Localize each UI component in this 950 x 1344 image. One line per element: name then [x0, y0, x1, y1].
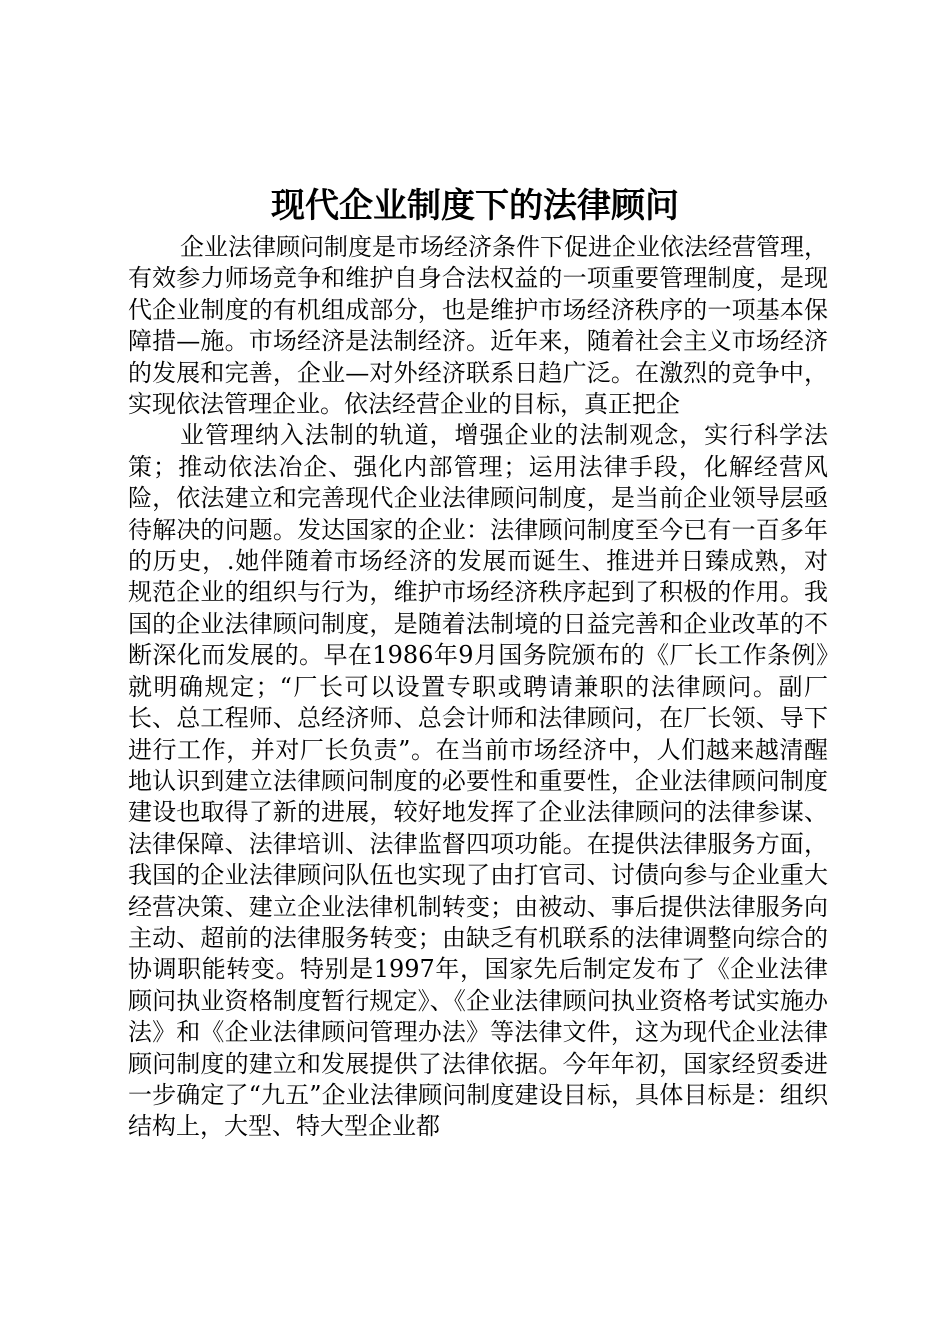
document-body [128, 232, 828, 1143]
document-title: 现代企业制度下的法律顾问 [271, 186, 679, 226]
paragraph-2: 业管理纳入法制的轨道，增强企业的法制观念，实行科学法策；推动依法冶企、强化内部管理；运用法律手段，化解经营风险，依法建立和完善现代企业法律顾问制度，是当前企业领导层亟待解决的问题。发达国家的企业：法律顾问制度至今已有一百多年的历史，.她伴随着市场经济的发展而诞生、推进并日臻成熟，对规范企业的组织与行为，维护市场经济秩序起到了积极的作用。我国的企业法律顾问制度，是随着法制境的日益完善和企业改革的不断深化而发展的。早在1986年9月国务院颁布的《厂长工作条例》就明确规定；“厂长可以设置专职或聘请兼职的法律顾问。副厂长、总工程师、总经济师、总会计师和法律顾问，在厂长领、导下进行工作，并对厂长负责”。在当前市场经济中，人们越来越清醒地认识到建立法律顾问制度的必要性和重要性，企业法律顾问制度建设也取得了新的进展，较好地发挥了企业法律顾问的法律参谋、法律保障、法律培训、法律监督四项功能。在提供法律服务方面，我国的企业法律顾问队伍也实现了由打官司、讨债向参与企业重大经营决策、建立企业法律机制转变；由被动、事后提供法律服务向主动、超前的法律服务转变；由缺乏有机联系的法律调整向综合的协调职能转变。特别是1997年，国家先后制定发布了《企业法律顾问执业资格制度暂行规定》、《企业法律顾问执业资格考试实施办法》和《企业法律顾问管理办法》等法律文件，这为现代企业法律顾问制度的建立和发展提供了法律依据。今年年初，国家经贸委进一步确定了“九五”企业法律顾问制度建设目标，具体目标是：组织结构上，大型、特大型企业都 [128, 421, 828, 1141]
paragraph-1: 企业法律顾问制度是市场经济条件下促进企业依法经营管理，有效参力师场竞争和维护自身合法权益的一项重要管理制度，是现代企业制度的有机组成部分，也是维护市场经济秩序的一项基本保障措—施。市场经济是法制经济。近年来，随着社会主义市场经济的发展和完善，企业—对外经济联系日趋广泛。在激烈的竞争中，实现依法管理企业。依法经营企业的目标，真正把企 [128, 233, 828, 419]
